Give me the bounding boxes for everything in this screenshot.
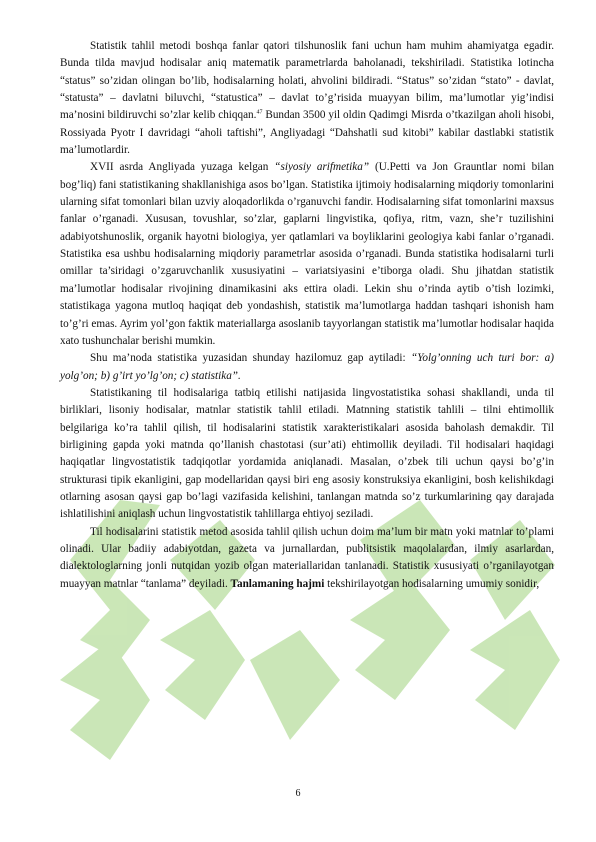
paragraph-2-italic: “siyosiy arifmetika” [274, 161, 370, 174]
paragraph-5 [60, 524, 554, 593]
paragraph-2-text-rest: (U.Petti va Jon Grauntlar nomi bilan bog’liq) fani statistikaning shakllanishiga asos bo’lgan. Statistika ijtimoiy hodisalarning miqdoriy tomonlarini ularning sifat tomonlari bilan uzviy aloqadorlikda o’rganuvchi fandir. Hodisalarning sifat tomonlarini maxsus fanlar o’rganadi. Xususan, tovushlar, so’zlar, gaplarni lingvistika, qofiya, ritm, vazn, she’r tuzilishini adabiyotshunoslik, organik hayotni biologiya, yer qatlamlari va boyliklarini geologiya kabi fanlar o’rganadi. Statistika esa ushbu hodisalarning miqdoriy parametrlar asosida o’rganadi. Bunda statistika hodisalarni turli omillar ta’siridagi o’zgaruvchanlik xususiyatini – variatsiyasini e’tiborga oladi. Shu jihatdan statistik ma’lumotlar hodisalar rivojining dinamikasini aks ettira oladi. Lekin shu o’rinda aytib o’tish lozimki, statistikaga yagona mutloq haqiqat deb yondashish, statistik ma’lumotlarga haddan tashqari ishonish ham to’g’ri emas. Ayrim yol’gon faktik materiallarga asoslanib tayyorlangan statistik ma’lumotlar hodisalar haqida xato tushunchalar berishi mumkin. [60, 161, 554, 347]
paragraph-1-text-rest: Bundan 3500 yil oldin Qadimgi Misrda o’tkazilgan aholi hisobi, Rossiyada Pyotr I davridagi “aholi taftishi”, Angliyadagi “Dahshatli sud kitobi” kabilar dastlabki statistik ma’lumotlardir. [60, 109, 555, 157]
footnote-ref[interactable]: 47 [256, 109, 263, 116]
paragraph-1-text: Statistik tahlil metodi boshqa fanlar qatori tilshunoslik fani uchun ham muhim ahamiyatga egadir. Bunda tilda mavjud hodisalar aniq matematik parametrlarda baholanadi, tekshiriladi. Statistika lotincha “status” so’zidan olingan bo’lib, hodisalarning holati, ahvolini bildiradi. “Status” so’zidan “stato” - davlat, “statusta” – davlatni biluvchi, “statustica” – davlat to’g’risida muayyan bilim, ma’lumotlar yig’indisi ma’nosini bildiruvchi so’zlar kelib chiqqan. [60, 40, 554, 122]
paragraph-2 [60, 159, 554, 350]
paragraph-5-text-rest: tekshirilayotgan hodisalarning umumiy sonidir, [324, 577, 540, 590]
paragraph-4: Statistikaning til hodisalariga tatbiq etilishi natijasida lingvostatistika sohasi shakllandi, unda til birliklari, lisoniy hodisalar, matnlar statistik tahlil etiladi. Matnning statistik tahlili – tilni ehtimollik belgilariga ko’ra tahlil qilish, til hodisalarini statistik xarakteristikalari asosida baholash demakdir. Til birligining gapda yoki matnda qo’llanish chastotasi (sur’ati) ehtimollik deyiladi. Til hodisalari haqidagi haqiqatlar lingvostatistik tadqiqotlar yordamida aniqlanadi. Masalan, o’zbek tili uchun qaysi bo’g’in strukturasi tipik ekanligini, gap modellaridan qaysi biri eng asosiy konstruksiya ekanligini, bosh kelishikdagi otlarning asosan qaysi gap bo’lagi vazifasida kelishini, tanlangan matnda so’z turkumlarining qay darajada ishlatilishini aniqlash uchun lingvostatistik tahlillarga ehtiyoj seziladi. [60, 386, 554, 521]
page-number: 6 [295, 788, 301, 799]
paragraph-3-quote: “Yolg’onning uch turi bor: a) yolg’on; b) g’irt yo’lg’on; c) statistika”. [60, 352, 554, 382]
paragraph-3-text: Shu ma’noda statistika yuzasidan shunday hazilomuz gap aytiladi: [90, 352, 411, 365]
paragraph-3 [60, 350, 554, 385]
paragraph-1 [60, 38, 554, 159]
paragraph-5-text: Til hodisalarini statistik metod asosida tahlil qilish uchun doim ma’lum bir matn yoki matnlar to’plami olinadi. Ular badiiy adabiyotdan, gazeta va jurnallardan, publitsistik maqolalardan, ilmiy asarlardan, dialektologlarning jonli nutqidan yozib olgan materiallaridan tanlanadi. Statistik xususiyati o’rganilayotgan muayyan matnlar “tanlama” deyiladi. [60, 525, 554, 590]
document-body [60, 38, 554, 593]
paragraph-5-bold-term: Tanlamaning hajmi [230, 577, 325, 590]
paragraph-2-text: XVII asrda Angliyada yuzaga kelgan [90, 161, 275, 174]
